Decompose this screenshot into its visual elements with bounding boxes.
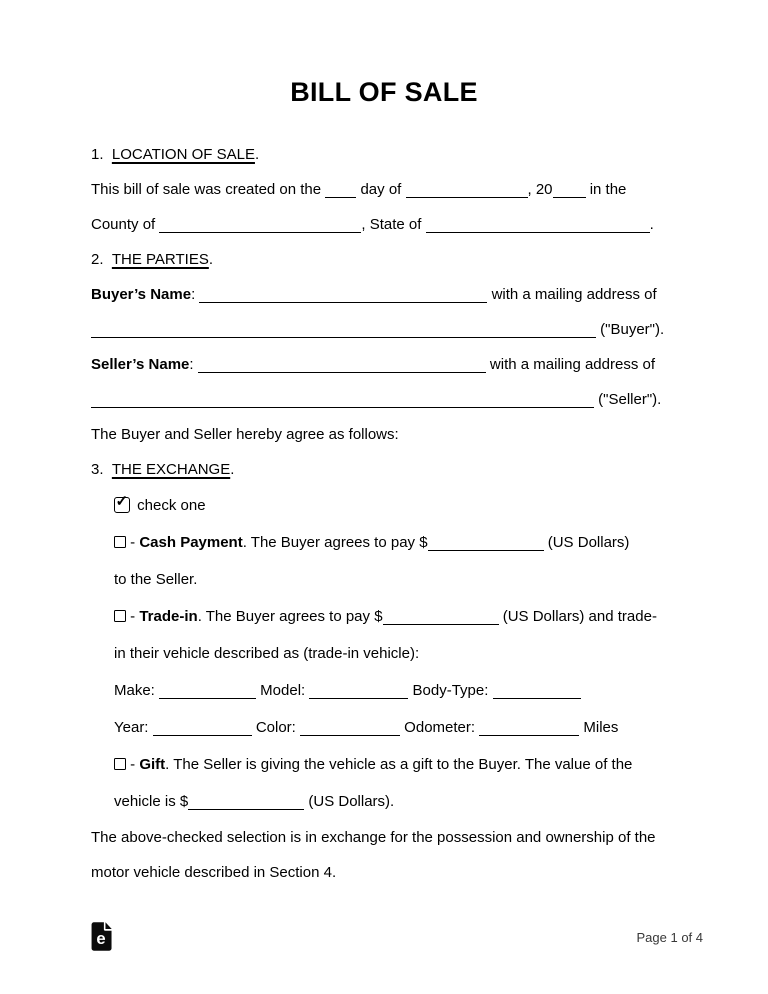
vehicle-desc-line-2	[91, 709, 679, 746]
text-run: 2.	[91, 251, 112, 268]
month-blank[interactable]	[406, 197, 528, 198]
check-mark-icon: ✓	[115, 493, 129, 510]
text-run: , 20	[527, 181, 553, 198]
buyer-name-blank[interactable]	[199, 302, 487, 303]
section-heading-text: THE PARTIES	[111, 251, 209, 268]
text-run: . The Buyer agrees to pay $	[242, 534, 428, 551]
text-run: The Buyer and Seller hereby agree as follows:	[91, 426, 399, 443]
text-run: Trade-in	[139, 608, 198, 625]
county-blank[interactable]	[159, 232, 361, 233]
seller-name-blank[interactable]	[198, 372, 486, 373]
text-run: .	[254, 146, 260, 163]
model-blank[interactable]	[309, 698, 408, 699]
text-run: . The Buyer agrees to pay $	[197, 608, 383, 625]
text-run: The above-checked selection is in exchange for the possession and ownership of the	[91, 829, 656, 846]
eforms-document-logo	[90, 921, 113, 952]
trade-in-line-2	[91, 635, 679, 672]
text-run: :	[191, 286, 200, 303]
document-title: BILL OF SALE	[290, 77, 478, 107]
text-run: Cash Payment	[139, 534, 243, 551]
make-blank[interactable]	[159, 698, 256, 699]
text-run: .	[230, 461, 235, 478]
text-run: -	[126, 608, 140, 625]
cash-amount-blank[interactable]	[428, 550, 544, 551]
year-blank[interactable]	[553, 197, 586, 198]
state-blank[interactable]	[426, 232, 650, 233]
text-run: Year:	[114, 719, 153, 736]
text-run: Color:	[251, 719, 301, 736]
text-run: Miles	[579, 719, 619, 736]
text-run: day of	[356, 181, 406, 198]
text-run: in the	[585, 181, 627, 198]
agreement-intro-line	[91, 417, 679, 452]
text-run: :	[189, 356, 198, 373]
text-run: Odometer:	[400, 719, 480, 736]
exchange-closing-line-2	[91, 855, 679, 890]
seller-address-blank[interactable]	[91, 407, 594, 408]
text-run: in their vehicle described as (trade-in vehicle):	[114, 645, 420, 662]
text-run: Model:	[256, 682, 310, 699]
text-run: with a mailing address of	[487, 286, 657, 303]
trade-in-checkbox[interactable]	[114, 610, 126, 622]
text-run: 3.	[91, 461, 112, 478]
trade-in-amount-blank[interactable]	[383, 624, 499, 625]
text-run: Body-Type:	[408, 682, 493, 699]
seller-name-line	[91, 347, 679, 382]
text-run: Make:	[114, 682, 160, 699]
vehicle-desc-line-1	[91, 672, 679, 709]
section-3-heading	[91, 452, 679, 487]
section-heading-text: LOCATION OF SALE	[111, 146, 255, 163]
buyer-name-line	[91, 277, 679, 312]
text-run: , State of	[361, 216, 426, 233]
exchange-closing-line-1	[91, 820, 679, 855]
check-one-line	[91, 487, 679, 524]
text-run: check one	[133, 497, 206, 514]
cash-payment-checkbox[interactable]	[114, 536, 126, 548]
text-run: ("Buyer").	[596, 321, 665, 338]
text-run: This bill of sale was created on the	[91, 181, 326, 198]
cash-payment-line-1	[91, 524, 679, 561]
text-run: .	[208, 251, 213, 268]
text-run: . The Seller is giving the vehicle as a gift to the Buyer. The value of the	[165, 756, 633, 773]
text-run: to the Seller.	[114, 571, 198, 588]
text-run: motor vehicle described in Section 4.	[91, 864, 337, 881]
section-2-heading	[91, 242, 679, 277]
text-run: Seller’s Name	[91, 356, 190, 373]
section-heading-text: THE EXCHANGE	[111, 461, 231, 478]
check-one-checkbox[interactable]	[114, 493, 130, 513]
folded-corner-shape	[105, 922, 111, 929]
buyer-address-blank[interactable]	[91, 337, 596, 338]
logo-letter: e	[96, 928, 106, 948]
text-run: -	[126, 534, 140, 551]
text-run: Buyer’s Name	[91, 286, 192, 303]
text-run: vehicle is $	[114, 793, 189, 810]
odometer-blank[interactable]	[479, 735, 579, 736]
location-sentence-line-2	[91, 207, 679, 242]
text-run: County of	[91, 216, 160, 233]
text-run: with a mailing address of	[485, 356, 655, 373]
text-run: Gift	[139, 756, 166, 773]
buyer-address-line	[91, 312, 679, 347]
gift-value-blank[interactable]	[188, 809, 304, 810]
text-run: ("Seller").	[594, 391, 662, 408]
document-body	[91, 137, 679, 890]
trade-in-line-1	[91, 598, 679, 635]
day-blank[interactable]	[325, 197, 356, 198]
gift-line-1	[91, 746, 679, 783]
location-sentence-line-1	[91, 172, 679, 207]
gift-line-2	[91, 783, 679, 820]
body-type-blank[interactable]	[493, 698, 581, 699]
cash-payment-line-2	[91, 561, 679, 598]
text-run: (US Dollars)	[543, 534, 630, 551]
page-number-label: Page 1 of 4	[636, 930, 703, 945]
text-run: (US Dollars) and trade-	[498, 608, 657, 625]
text-run: -	[126, 756, 140, 773]
vehicle-year-blank[interactable]	[153, 735, 252, 736]
gift-checkbox[interactable]	[114, 758, 126, 770]
seller-address-line	[91, 382, 679, 417]
color-blank[interactable]	[300, 735, 400, 736]
text-run: .	[649, 216, 654, 233]
section-1-heading	[91, 137, 679, 172]
text-run: 1.	[91, 146, 112, 163]
text-run: (US Dollars).	[304, 793, 395, 810]
